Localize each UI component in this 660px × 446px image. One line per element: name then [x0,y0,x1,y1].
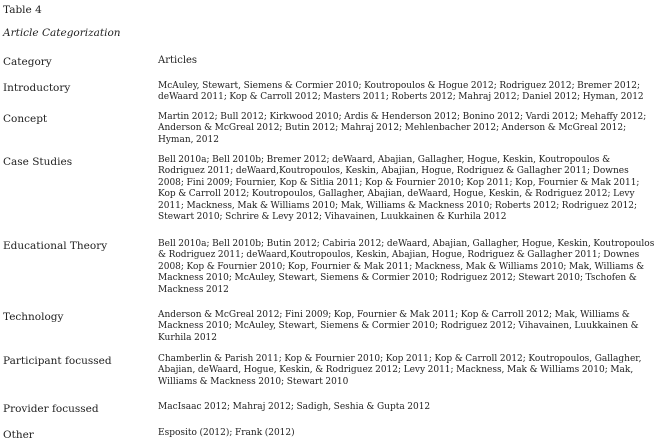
row-articles: MacIsaac 2012; Mahraj 2012; Sadigh, Seshia & Gupta 2012 [158,402,431,412]
row-articles: Esposito (2012); Frank (2012) [158,428,295,438]
table-row [3,81,657,104]
table-row [3,239,657,296]
header-articles: Articles [158,55,198,66]
table-row [3,112,657,146]
row-category: Other [3,429,34,441]
table-row [3,428,657,442]
row-articles: Bell 2010a; Bell 2010b; Bremer 2012; deWaard, Abajian, Gallagher, Hogue, Keskin, Koutropoulos & Rodriguez 2011; deWaard,Koutropoulos, Keskin, Abajian, Hogue, Rodriguez & Gallagher 2011; Downes 2008; Fini 2009; Fournier, Kop & Sitlia 2011; Kop & Fournier 2010; Kop 2011; Kop, Fournier & Mak 2011; Kop & Carroll 2012; Koutropoulos, Gallagher, Abajian, deWaard, Hogue, Keskin, & Rodriguez 2012; Levy 2011; Mackness, Mak & Williams 2010; Mak, Williams & Mackness 2010; Roberts 2012; Rodriguez 2012; Stewart 2010; Schrire & Levy 2012; Vihavainen, Luukkainen & Kurhila 2012 [158,155,640,223]
row-articles: Bell 2010a; Bell 2010b; Butin 2012; Cabiria 2012; deWaard, Abajian, Gallagher, Hogue, Keskin, Koutropoulos & Rodriguez 2011; deWaard,Koutropoulos, Keskin, Abajian, Hogue, Rodriguez & Gallagher 2011; Downes 2008; Kop & Fournier 2010; Kop, Fournier & Mak 2011; Mackness, Mak & Williams 2010; Mak, Williams & Mackness 2010; McAuley, Stewart, Siemens & Cormier 2010; Rodriguez 2012; Stewart 2010; Tschofen & Mackness 2012 [158,239,655,295]
row-articles: Anderson & McGreal 2012; Fini 2009; Kop, Fournier & Mak 2011; Kop & Carroll 2012; Mak, Williams & Mackness 2010; McAuley, Stewart, Siemens & Cormier 2010; Rodriguez 2012; Vihavainen, Luukkainen & Kurhila 2012 [158,310,639,343]
row-category: Provider focussed [3,403,99,415]
row-category: Educational Theory [3,240,108,252]
row-category: Case Studies [3,156,73,168]
table-row [3,402,657,416]
table-caption: Article Categorization [3,27,121,39]
row-category: Concept [3,113,48,125]
table-header-row [3,55,657,69]
table-row [3,310,657,344]
table-number: Table 4 [3,4,42,16]
header-category: Category [3,56,52,68]
row-articles: Martin 2012; Bull 2012; Kirkwood 2010; Ardis & Henderson 2012; Bonino 2012; Vardi 2012; Mehaffy 2012; Anderson & McGreal 2012; Butin 2012; Mahraj 2012; Mehlenbacher 2012; Anderson & McGreal 2012; Hyman, 2012 [158,112,647,145]
table-row [3,155,657,223]
row-articles: McAuley, Stewart, Siemens & Cormier 2010; Koutropoulos & Hogue 2012; Rodriguez 2012; Bremer 2012; deWaard 2011; Kop & Carroll 2012; Masters 2011; Roberts 2012; Mahraj 2012; Daniel 2012; Hyman, 2012 [158,81,644,103]
row-articles: Chamberlin & Parish 2011; Kop & Fournier 2010; Kop 2011; Kop & Carroll 2012; Koutropoulos, Gallagher, Abajian, deWaard, Hogue, Keskin, & Rodriguez 2012; Levy 2011; Mackness, Mak & Williams 2010; Mak, Williams & Mackness 2010; Stewart 2010 [158,354,642,387]
row-category: Participant focussed [3,355,112,367]
row-category: Technology [3,311,64,323]
row-category: Introductory [3,82,71,94]
table-row [3,354,657,388]
